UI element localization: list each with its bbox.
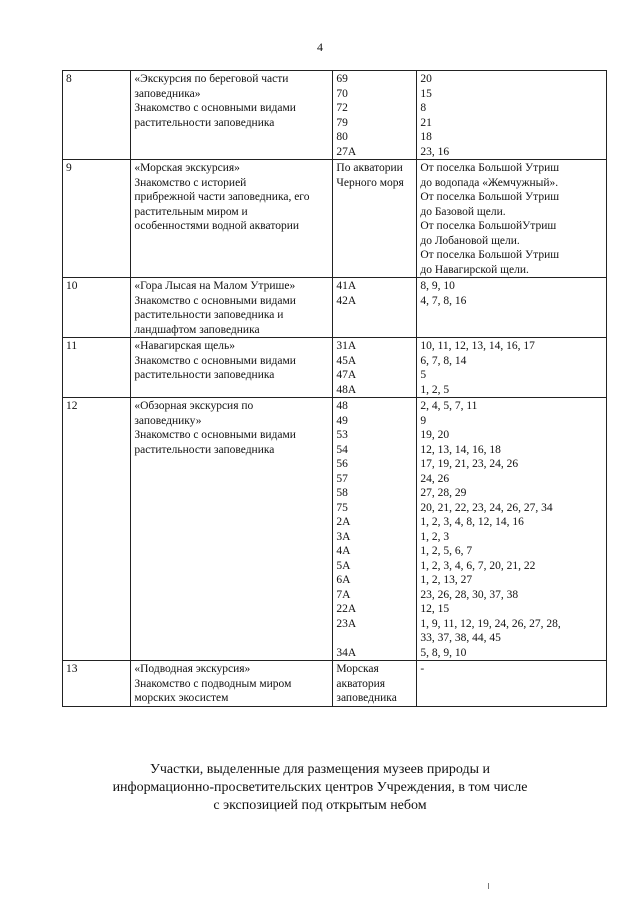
plot-line: 47А [336,369,357,381]
plot-line: 4А [336,545,351,557]
excursion-name-line: растительным миром и [134,205,248,218]
plot-line: 6А [336,574,351,586]
row-number-cell: 13 [63,661,131,707]
excursion-name-line: растительности заповедника и [134,309,284,321]
plots-cell [333,661,417,707]
part-line: 10, 11, 12, 13, 14, 16, 17 [420,340,535,352]
excursions-table [62,70,607,707]
part-line: 33, 37, 38, 44, 45 [420,632,501,644]
plot-line: 34А [336,646,357,659]
table-row [63,338,607,398]
excursion-name-line: Знакомство с основными видами [134,354,296,367]
part-line: От поселка Большой Утриш [420,162,560,174]
part-line: 19, 20 [420,429,450,441]
plots-cell [333,278,417,338]
table-row [63,661,607,707]
plot-line: 48 [336,400,348,412]
part-line: 1, 2, 3 [420,530,450,543]
part-line: От поселка Большой Утриш [420,249,560,261]
plot-line: 57 [336,472,348,485]
excursion-name-line: Знакомство с историей [134,176,247,189]
part-line: 20, 21, 22, 23, 24, 26, 27, 34 [420,501,553,514]
excursion-name-line: «Морская экскурсия» [134,162,240,174]
plot-line: 3А [336,530,351,543]
excursion-name-line: Знакомство с основными видами [134,294,296,307]
part-line: 12, 13, 14, 16, 18 [420,443,501,456]
excursion-name-cell [131,278,333,338]
excursion-name-line: Знакомство с основными видами [134,102,296,114]
section-heading [70,761,570,815]
part-line: От поселка БольшойУтриш [420,220,557,232]
excursion-name-cell [131,398,333,661]
table-row [63,160,607,278]
plot-line: 42А [336,294,357,307]
excursion-name-line: Знакомство с подводным миром [134,677,292,690]
parts-cell [417,661,607,707]
part-line: 5, 8, 9, 10 [420,646,467,659]
plot-line: 69 [336,73,348,85]
plot-line: 58 [336,487,348,499]
plot-line: Черного моря [336,176,404,189]
parts-cell [417,278,607,338]
plot-line: 27А [336,145,357,158]
part-line: 6, 7, 8, 14 [420,354,467,367]
excursion-name-cell [131,661,333,707]
plot-line: 45А [336,354,357,367]
scan-mark [488,883,489,889]
part-line: 21 [420,116,432,129]
excursion-name-line: «Экскурсия по береговой части [134,73,289,85]
excursion-name-line: морских экосистем [134,692,229,704]
parts-cell [417,338,607,398]
parts-cell [417,398,607,661]
heading-line: с экспозицией под открытым небом [213,798,427,813]
part-line: 4, 7, 8, 16 [420,294,467,307]
plot-line: 75 [336,501,348,514]
plot-line: 49 [336,414,348,427]
plot-line: 79 [336,116,348,129]
plot-line: акватория [336,677,386,690]
excursion-name-line: «Навагирская щель» [134,340,236,352]
part-line: 27, 28, 29 [420,487,467,499]
plot-line: 53 [336,429,348,441]
plots-cell [333,160,417,278]
part-line: 17, 19, 21, 23, 24, 26 [420,458,519,470]
plot-line: 70 [336,87,348,100]
part-line: 24, 26 [420,472,450,485]
part-line: до Базовой щели. [420,205,506,218]
part-line: 23, 16 [420,145,450,158]
part-line: до Навагирской щели. [420,263,529,276]
part-line: 20 [420,73,432,85]
part-line: 9 [420,414,427,427]
heading-line: информационно-просветительских центров Учреждения, в том числе [112,780,528,795]
part-line: 1, 2, 3, 4, 8, 12, 14, 16 [420,516,524,528]
table-row [63,398,607,661]
row-number-cell: 8 [63,71,131,160]
plot-line: 54 [336,443,348,456]
excursion-name-line: заповеднику» [134,414,202,427]
part-line: до водопада «Жемчужный». [420,176,559,189]
excursion-name-line: особенностями водной акватории [134,220,300,232]
parts-cell [417,160,607,278]
part-line: 1, 2, 13, 27 [420,574,473,586]
plot-line: 22А [336,603,357,615]
part-line: 8, 9, 10 [420,280,455,292]
part-line: 5 [420,369,427,381]
plot-line: 2А [336,516,351,528]
part-line: 18 [420,131,432,143]
excursion-name-line: Знакомство с основными видами [134,429,296,441]
part-line: 2, 4, 5, 7, 11 [420,400,478,412]
table-row [63,71,607,160]
part-line: 8 [420,102,427,114]
plot-line: 72 [336,102,348,114]
row-number-cell: 12 [63,398,131,661]
plot-line: 80 [336,131,348,143]
plots-cell [333,398,417,661]
part-line: 1, 9, 11, 12, 19, 24, 26, 27, 28, [420,617,561,630]
plot-line: 31А [336,340,357,352]
table-row [63,278,607,338]
excursion-name-line: прибрежной части заповедника, его [134,191,310,203]
plot-line [336,631,413,646]
plot-line: 48А [336,383,357,396]
excursion-name-cell [131,160,333,278]
excursion-name-line: «Гора Лысая на Малом Утрише» [134,280,296,292]
excursion-name-cell [131,338,333,398]
plot-line: По акватории [336,162,403,174]
excursion-name-line: растительности заповедника [134,443,275,456]
plot-line: Морская [336,663,379,675]
plots-cell [333,338,417,398]
row-number-cell: 11 [63,338,131,398]
excursion-name-line: «Обзорная экскурсия по [134,400,254,412]
plot-line: 5А [336,559,351,572]
plot-line: 23А [336,617,357,630]
plots-cell [333,71,417,160]
plot-line: 7А [336,588,351,601]
excursion-name-line: заповедника» [134,87,201,100]
part-line: 12, 15 [420,603,450,615]
row-number-cell: 10 [63,278,131,338]
table-body [63,71,607,707]
part-line: 15 [420,87,432,100]
excursion-name-cell [131,71,333,160]
part-line: - [420,663,425,675]
row-number-cell: 9 [63,160,131,278]
excursion-name-line: растительности заповедника [134,369,275,381]
part-line: до Лобановой щели. [420,234,520,247]
part-line: 1, 2, 5, 6, 7 [420,545,473,557]
part-line: От поселка Большой Утриш [420,191,560,203]
part-line: 1, 2, 3, 4, 6, 7, 20, 21, 22 [420,559,536,572]
heading-line: Участки, выделенные для размещения музеев природы и [149,762,491,777]
excursion-name-line: ландшафтом заповедника [134,323,260,336]
parts-cell [417,71,607,160]
part-line: 1, 2, 5 [420,383,450,396]
part-line: 23, 26, 28, 30, 37, 38 [420,588,519,601]
plot-line: заповедника [336,692,397,704]
excursion-name-line: «Подводная экскурсия» [134,663,251,675]
plot-line: 41А [336,280,357,292]
page-number: 4 [317,40,323,54]
plot-line: 56 [336,458,348,470]
excursion-name-line: растительности заповедника [134,116,275,129]
